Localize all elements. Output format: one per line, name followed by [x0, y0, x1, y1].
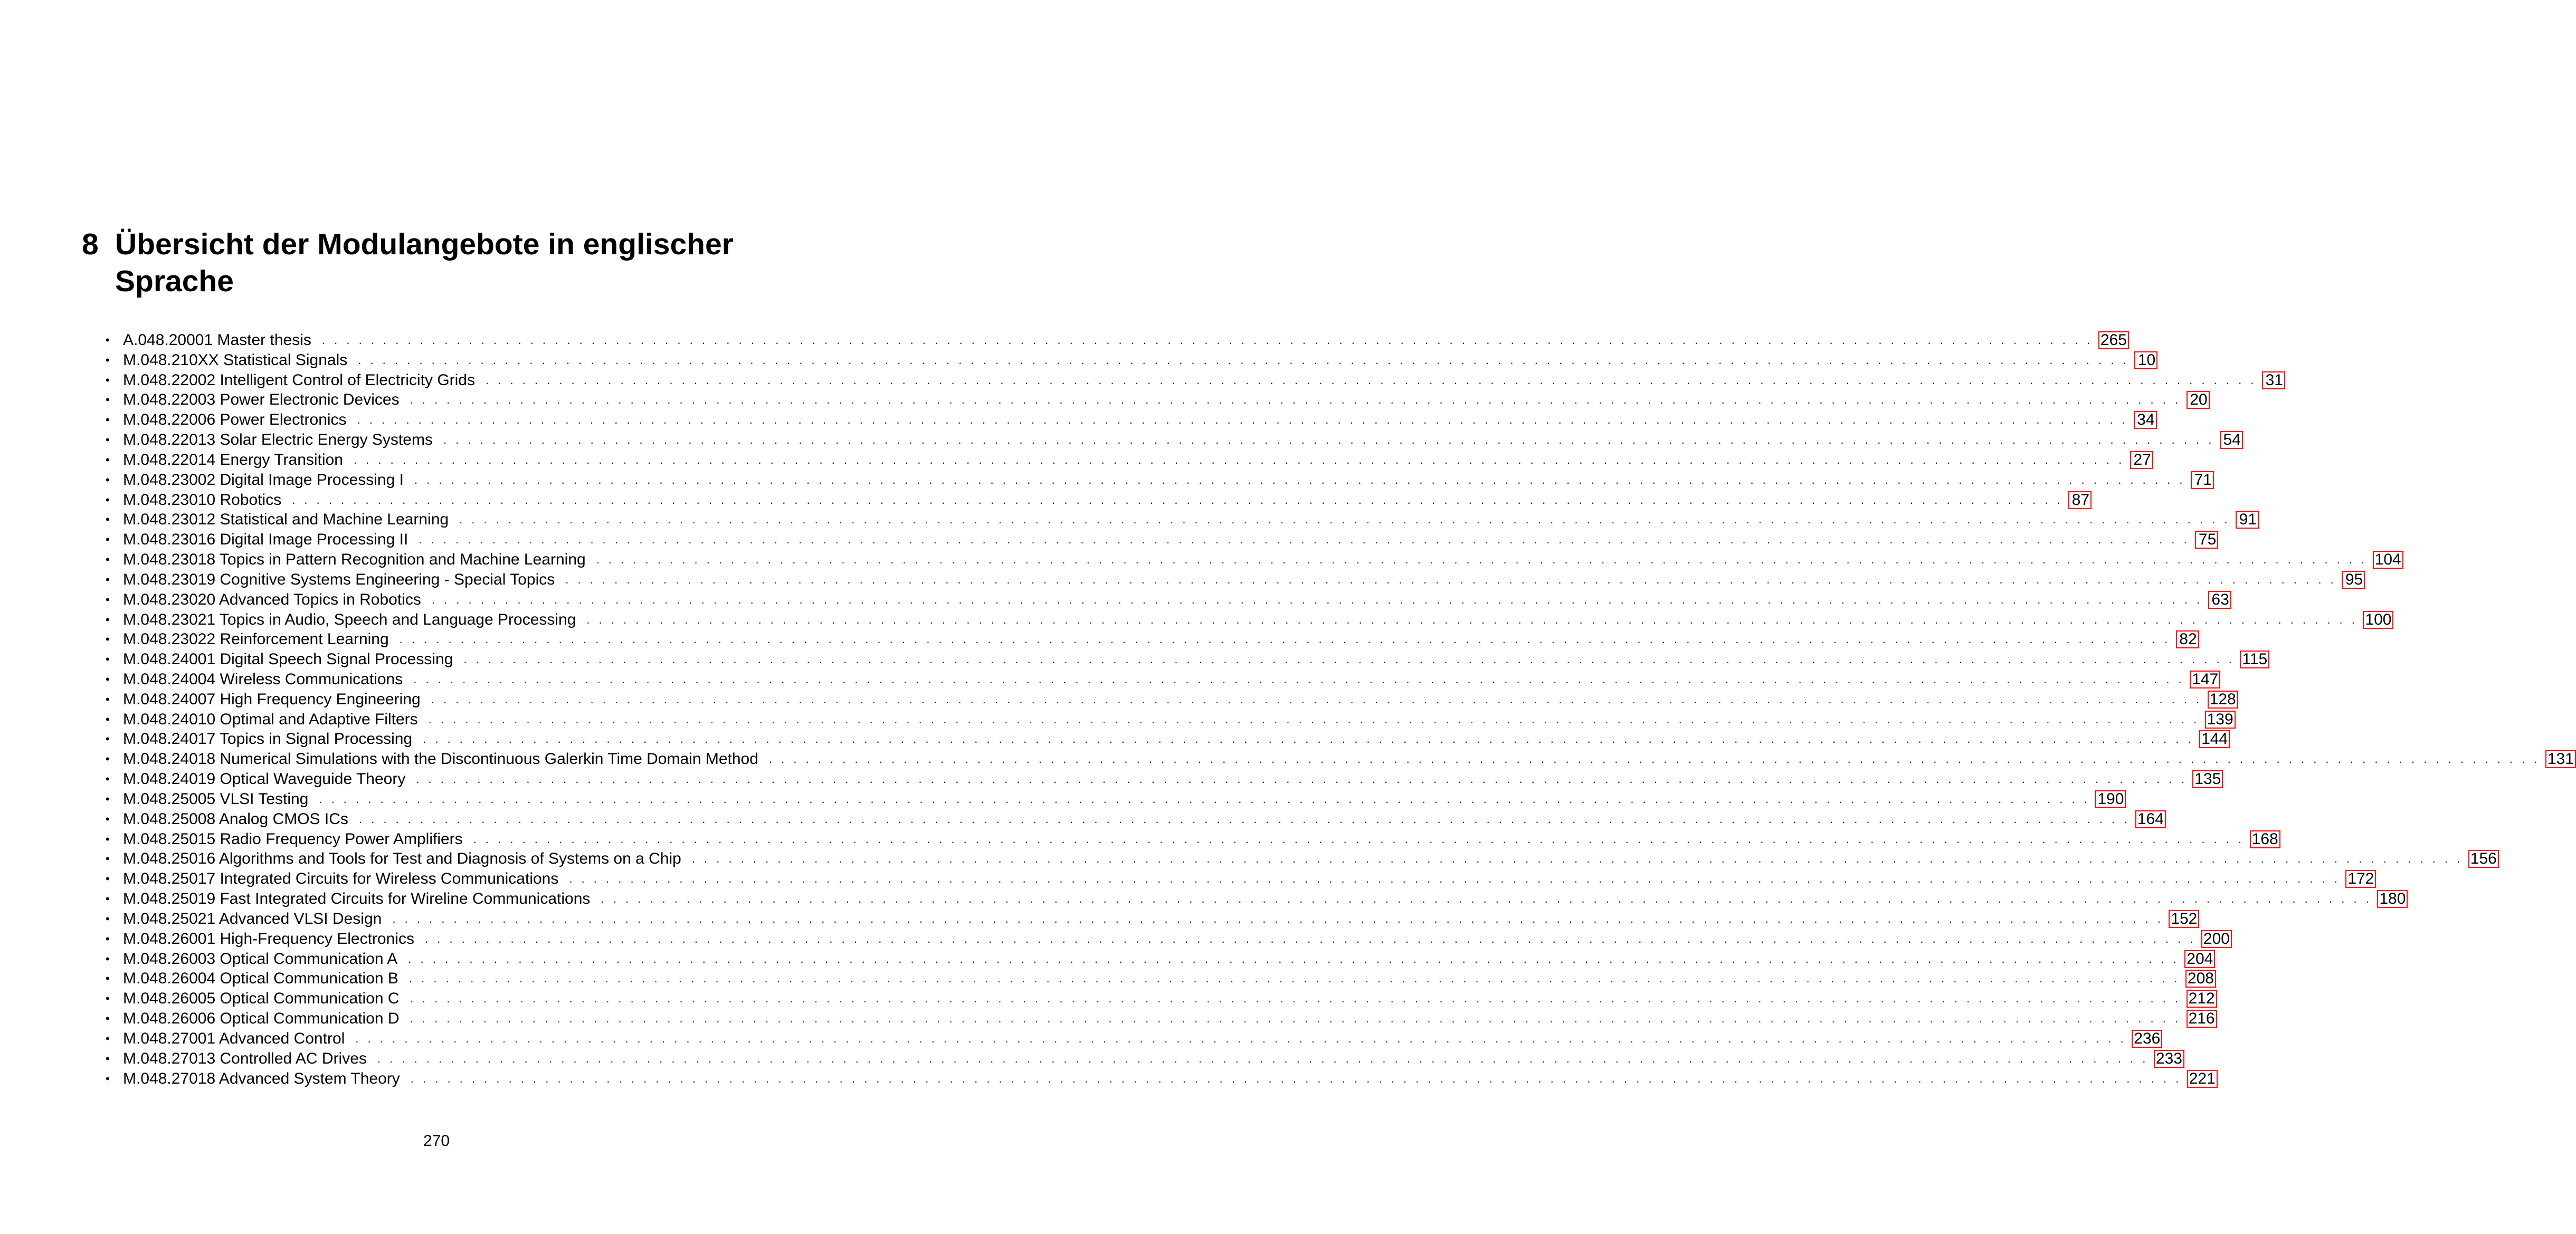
bullet-icon: • — [106, 892, 110, 906]
leader-dots: . . . . . . . . . . . . . . . . . . . . . . . . . . . . . . . . . . . . . . . . . . . . . . . . . . . . . . . . . . . . . . . . . . . . . . . . . . . . . . . . . . . . . . . . . . . . . . . . . . . . . . . . . . . . . . . . . . . . . . . . . . . . . . . . . . . . . . . . . . . . . . . . . — [601, 892, 2372, 906]
module-label: M.048.27001 Advanced Control — [123, 1029, 345, 1047]
list-item — [106, 909, 2198, 929]
page-link[interactable]: 221 — [2187, 1070, 2218, 1088]
module-label: M.048.22002 Intelligent Control of Electricity Grids — [123, 371, 475, 389]
leader-dots: . . . . . . . . . . . . . . . . . . . . . . . . . . . . . . . . . . . . . . . . . . . . . . . . . . . . . . . . . . . . . . . . . . . . . . . . . . . . . . . . . . . . . . . . . . . . . . . . . . . . . . . . . . . . . . . . . . . . . . . . . . . . . . . . . . . . . . . . . . . . . . . . . — [355, 1031, 2127, 1045]
bullet-icon: • — [106, 712, 110, 726]
module-label: M.048.23012 Statistical and Machine Learning — [123, 511, 449, 529]
module-label: M.048.24017 Topics in Signal Processing — [123, 730, 413, 748]
module-label: M.048.26005 Optical Communication C — [123, 990, 400, 1008]
module-label: M.048.24001 Digital Speech Signal Processing — [123, 651, 453, 668]
page-link[interactable]: 131 — [2545, 750, 2576, 768]
leader-dots: . . . . . . . . . . . . . . . . . . . . . . . . . . . . . . . . . . . . . . . . . . . . . . . . . . . . . . . . . . . . . . . . . . . . . . . . . . . . . . . . . . . . . . . . . . . . . . . . . . . . . . . . . . . . . . . . . . . . . . . . . . . . . . . . . . . . . . . . . . . . . . . . . — [410, 1012, 2181, 1026]
bullet-icon: • — [106, 553, 110, 567]
list-item — [106, 929, 2230, 949]
list-item — [106, 629, 2197, 649]
page-link[interactable]: 265 — [2098, 331, 2129, 349]
module-label: M.048.25016 Algorithms and Tools for Test and Diagnosis of Systems on a Chip — [123, 850, 681, 868]
leader-dots: . . . . . . . . . . . . . . . . . . . . . . . . . . . . . . . . . . . . . . . . . . . . . . . . . . . . . . . . . . . . . . . . . . . . . . . . . . . . . . . . . . . . . . . . . . . . . . . . . . . . . . . . . . . . . . . . . . . . . . . . . . . . . . . . . . . . . . . . . . . . . . . . . — [431, 592, 2203, 606]
leader-dots: . . . . . . . . . . . . . . . . . . . . . . . . . . . . . . . . . . . . . . . . . . . . . . . . . . . . . . . . . . . . . . . . . . . . . . . . . . . . . . . . . . . . . . . . . . . . . . . . . . . . . . . . . . . . . . . . . . . . . . . . . . . . . . . . . . . . . . . . . . . . . . . . . — [410, 992, 2181, 1006]
leader-dots: . . . . . . . . . . . . . . . . . . . . . . . . . . . . . . . . . . . . . . . . . . . . . . . . . . . . . . . . . . . . . . . . . . . . . . . . . . . . . . . . . . . . . . . . . . . . . . . . . . . . . . . . . . . . . . . . . . . . . . . . . . . . . . . . . . . . . . . . . . . . . . . . . — [377, 1051, 2149, 1065]
page-link[interactable]: 152 — [2169, 910, 2199, 928]
list-item — [106, 869, 2374, 889]
bullet-icon: • — [106, 1051, 110, 1065]
list-item — [106, 370, 2283, 390]
bullet-icon: • — [106, 1072, 110, 1085]
list-item — [106, 749, 2574, 769]
bullet-icon: • — [106, 1031, 110, 1045]
bullet-icon: • — [106, 832, 110, 846]
page-link[interactable]: 31 — [2262, 371, 2285, 389]
bullet-icon: • — [106, 613, 110, 626]
page-link[interactable]: 104 — [2373, 551, 2403, 569]
bullet-icon: • — [106, 353, 110, 367]
list-item — [106, 530, 2217, 550]
leader-dots: . . . . . . . . . . . . . . . . . . . . . . . . . . . . . . . . . . . . . . . . . . . . . . . . . . . . . . . . . . . . . . . . . . . . . . . . . . . . . . . . . . . . . . . . . . . . . . . . . . . . . . . . . . . . . . . . . . . . . . . . . . . . . . . . . . . . . . . . . . . . . . . . . — [424, 932, 2196, 945]
leader-dots: . . . . . . . . . . . . . . . . . . . . . . . . . . . . . . . . . . . . . . . . . . . . . . . . . . . . . . . . . . . . . . . . . . . . . . . . . . . . . . . . . . . . . . . . . . . . . . . . . . . . . . . . . . . . . . . . . . . . . . . . . . . . . . . . . . . . . . . . . . . . . . . . . — [413, 672, 2185, 686]
page-link[interactable]: 216 — [2187, 1010, 2217, 1028]
bullet-icon: • — [106, 493, 110, 506]
list-item — [106, 949, 2213, 969]
list-item — [106, 1049, 2182, 1069]
module-list — [106, 330, 2574, 1088]
list-item — [106, 1069, 2216, 1089]
module-label: M.048.23016 Digital Image Processing II — [123, 531, 408, 549]
leader-dots: . . . . . . . . . . . . . . . . . . . . . . . . . . . . . . . . . . . . . . . . . . . . . . . . . . . . . . . . . . . . . . . . . . . . . . . . . . . . . . . . . . . . . . . . . . . . . . . . . . . . . . . . . . . . . . . . . . . . . . . . . . . . . . . . . . . . . . . . . . . . . . . . . — [419, 533, 2190, 547]
module-label: M.048.24007 High Frequency Engineering — [123, 690, 421, 708]
leader-dots: . . . . . . . . . . . . . . . . . . . . . . . . . . . . . . . . . . . . . . . . . . . . . . . . . . . . . . . . . . . . . . . . . . . . . . . . . . . . . . . . . . . . . . . . . . . . . . . . . . . . . . . . . . . . . . . . . . . . . . . . . . . . . . . . . . . . . . . . . . . . . . . . . — [423, 732, 2194, 746]
list-item — [106, 769, 2221, 789]
page-link[interactable]: 63 — [2208, 591, 2231, 609]
page-link[interactable]: 164 — [2135, 810, 2166, 828]
leader-dots: . . . . . . . . . . . . . . . . . . . . . . . . . . . . . . . . . . . . . . . . . . . . . . . . . . . . . . . . . . . . . . . . . . . . . . . . . . . . . . . . . . . . . . . . . . . . . . . . . . . . . . . . . . . . . . . . . . . . . . . . . . . . . . . . . . . . . . . . . . . . . . . . . — [443, 433, 2214, 447]
module-label: M.048.25021 Advanced VLSI Design — [123, 910, 382, 927]
page-link[interactable]: 100 — [2363, 611, 2393, 629]
list-item — [106, 989, 2215, 1009]
list-item — [106, 710, 2233, 730]
leader-dots: . . . . . . . . . . . . . . . . . . . . . . . . . . . . . . . . . . . . . . . . . . . . . . . . . . . . . . . . . . . . . . . . . . . . . . . . . . . . . . . . . . . . . . . . . . . . . . . . . . . . . . . . . . . . . . . . . . . . . . . . . . . . . . . . . . . . . . . . . . . . . . . . . — [392, 912, 2164, 925]
leader-dots: . . . . . . . . . . . . . . . . . . . . . . . . . . . . . . . . . . . . . . . . . . . . . . . . . . . . . . . . . . . . . . . . . . . . . . . . . . . . . . . . . . . . . . . . . . . . . . . . . . . . . . . . . . . . . . . . . . . . . . . . . . . . . . . . . . . . . . . . . . . . . . . . . — [459, 513, 2231, 527]
list-item — [106, 430, 2241, 450]
module-label: M.048.22013 Solar Electric Energy Systems — [123, 431, 433, 449]
list-item — [106, 470, 2212, 490]
list-item — [106, 649, 2268, 669]
page-link[interactable]: 212 — [2187, 990, 2217, 1008]
bullet-icon: • — [106, 433, 110, 447]
bullet-icon: • — [106, 852, 110, 866]
bullet-icon: • — [106, 772, 110, 786]
page-link[interactable]: 95 — [2342, 571, 2365, 589]
list-item — [106, 590, 2229, 610]
chapter-number: 8 — [82, 227, 99, 261]
bullet-icon: • — [106, 952, 110, 965]
list-item — [106, 1009, 2215, 1029]
page-link[interactable]: 139 — [2205, 711, 2236, 729]
module-label: M.048.26001 High-Frequency Electronics — [123, 930, 414, 948]
bullet-icon: • — [106, 413, 110, 427]
chapter-heading — [82, 226, 821, 300]
module-label: M.048.22006 Power Electronics — [123, 411, 347, 429]
module-label: M.048.210XX Statistical Signals — [123, 351, 348, 369]
leader-dots: . . . . . . . . . . . . . . . . . . . . . . . . . . . . . . . . . . . . . . . . . . . . . . . . . . . . . . . . . . . . . . . . . . . . . . . . . . . . . . . . . . . . . . . . . . . . . . . . . . . . . . . . . . . . . . . . . . . . . . . . . . . . . . . . . . . . . . . . . . . . . . . . . — [357, 413, 2128, 427]
bullet-icon: • — [106, 592, 110, 606]
page-link[interactable]: 82 — [2176, 630, 2199, 648]
leader-dots: . . . . . . . . . . . . . . . . . . . . . . . . . . . . . . . . . . . . . . . . . . . . . . . . . . . . . . . . . . . . . . . . . . . . . . . . . . . . . . . . . . . . . . . . . . . . . . . . . . . . . . . . . . . . . . . . . . . . . . . . . . . . . . . . . . . . . . . . . . . . . . . . . — [408, 972, 2180, 986]
leader-dots: . . . . . . . . . . . . . . . . . . . . . . . . . . . . . . . . . . . . . . . . . . . . . . . . . . . . . . . . . . . . . . . . . . . . . . . . . . . . . . . . . . . . . . . . . . . . . . . . . . . . . . . . . . . . . . . . . . . . . . . . . . . . . . . . . . . . . . . . . . . . . . . . . — [596, 553, 2368, 567]
leader-dots: . . . . . . . . . . . . . . . . . . . . . . . . . . . . . . . . . . . . . . . . . . . . . . . . . . . . . . . . . . . . . . . . . . . . . . . . . . . . . . . . . . . . . . . . . . . . . . . . . . . . . . . . . . . . . . . . . . . . . . . . . . . . . . . . . . . . . . . . . . . . . . . . . — [358, 353, 2130, 367]
module-label: A.048.20001 Master thesis — [123, 331, 311, 349]
module-label: M.048.24019 Optical Waveguide Theory — [123, 770, 406, 788]
module-label: M.048.26004 Optical Communication B — [123, 970, 398, 988]
module-label: M.048.26006 Optical Communication D — [123, 1010, 400, 1028]
page-link[interactable]: 115 — [2240, 651, 2269, 668]
leader-dots: . . . . . . . . . . . . . . . . . . . . . . . . . . . . . . . . . . . . . . . . . . . . . . . . . . . . . . . . . . . . . . . . . . . . . . . . . . . . . . . . . . . . . . . . . . . . . . . . . . . . . . . . . . . . . . . . . . . . . . . . . . . . . . . . . . . . . . . . . . . . . . . . . — [353, 453, 2125, 466]
module-label: M.048.24018 Numerical Simulations with the Discontinuous Galerkin Time Domain Method — [123, 750, 758, 768]
bullet-icon: • — [106, 393, 110, 407]
module-label: M.048.25019 Fast Integrated Circuits for Wireline Communications — [123, 890, 591, 908]
page-link[interactable]: 20 — [2187, 391, 2210, 409]
list-item — [106, 570, 2363, 590]
module-label: M.048.25015 Radio Frequency Power Amplifiers — [123, 830, 463, 848]
list-item — [106, 550, 2401, 570]
leader-dots: . . . . . . . . . . . . . . . . . . . . . . . . . . . . . . . . . . . . . . . . . . . . . . . . . . . . . . . . . . . . . . . . . . . . . . . . . . . . . . . . . . . . . . . . . . . . . . . . . . . . . . . . . . . . . . . . . . . . . . . . . . . . . . . . . . . . . . . . . . . . . . . . . — [414, 473, 2185, 486]
module-label: M.048.24004 Wireless Communications — [123, 670, 403, 688]
bullet-icon: • — [106, 373, 110, 387]
module-label: M.048.25008 Analog CMOS ICs — [123, 810, 348, 828]
module-label: M.048.26003 Optical Communication A — [123, 950, 398, 968]
page-link[interactable]: 156 — [2468, 850, 2499, 868]
page-link[interactable]: 27 — [2130, 451, 2153, 469]
module-label: M.048.27013 Controlled AC Drives — [123, 1049, 367, 1067]
list-item — [106, 350, 2156, 370]
page-link[interactable]: 208 — [2185, 970, 2216, 988]
bullet-icon: • — [106, 572, 110, 586]
page-link[interactable]: 144 — [2199, 730, 2230, 748]
page-link[interactable]: 204 — [2184, 950, 2215, 968]
leader-dots: . . . . . . . . . . . . . . . . . . . . . . . . . . . . . . . . . . . . . . . . . . . . . . . . . . . . . . . . . . . . . . . . . . . . . . . . . . . . . . . . . . . . . . . . . . . . . . . . . . . . . . . . . . . . . . . . . . . . . . . . . . . . . . . . . . . . . . . . . . . . . . . . . — [416, 772, 2188, 786]
page-link[interactable]: 87 — [2068, 491, 2092, 509]
leader-dots: . . . . . . . . . . . . . . . . . . . . . . . . . . . . . . . . . . . . . . . . . . . . . . . . . . . . . . . . . . . . . . . . . . . . . . . . . . . . . . . . . . . . . . . . . . . . . . . . . . . . . . . . . . . . . . . . . . . . . . . . . . . . . . . . . . . . . . . . . . . . . . . . . — [410, 393, 2181, 407]
bullet-icon: • — [106, 453, 110, 466]
list-item — [106, 450, 2151, 470]
list-item — [106, 809, 2164, 829]
bullet-icon: • — [106, 752, 110, 766]
leader-dots: . . . . . . . . . . . . . . . . . . . . . . . . . . . . . . . . . . . . . . . . . . . . . . . . . . . . . . . . . . . . . . . . . . . . . . . . . . . . . . . . . . . . . . . . . . . . . . . . . . . . . . . . . . . . . . . . . . . . . . . . . . . . . . . . . . . . . . . . . . . . . . . . . — [691, 852, 2463, 866]
leader-dots: . . . . . . . . . . . . . . . . . . . . . . . . . . . . . . . . . . . . . . . . . . . . . . . . . . . . . . . . . . . . . . . . . . . . . . . . . . . . . . . . . . . . . . . . . . . . . . . . . . . . . . . . . . . . . . . . . . . . . . . . . . . . . . . . . . . . . . . . . . . . . . . . . — [292, 493, 2064, 506]
page-link[interactable]: 128 — [2208, 691, 2238, 709]
page-link[interactable]: 180 — [2377, 890, 2408, 908]
list-item — [106, 789, 2124, 809]
page-link[interactable]: 190 — [2095, 790, 2126, 808]
list-item — [106, 849, 2497, 869]
leader-dots: . . . . . . . . . . . . . . . . . . . . . . . . . . . . . . . . . . . . . . . . . . . . . . . . . . . . . . . . . . . . . . . . . . . . . . . . . . . . . . . . . . . . . . . . . . . . . . . . . . . . . . . . . . . . . . . . . . . . . . . . . . . . . . . . . . . . . . . . . . . . . . . . . — [319, 792, 2090, 806]
list-item — [106, 390, 2208, 410]
bullet-icon: • — [106, 653, 110, 666]
list-item — [106, 730, 2228, 750]
list-item — [106, 410, 2155, 430]
list-item — [106, 690, 2236, 710]
page-link[interactable]: 135 — [2192, 770, 2223, 788]
page-link[interactable]: 172 — [2345, 870, 2376, 888]
list-item — [106, 669, 2219, 690]
module-label: M.048.27018 Advanced System Theory — [123, 1069, 400, 1087]
leader-dots: . . . . . . . . . . . . . . . . . . . . . . . . . . . . . . . . . . . . . . . . . . . . . . . . . . . . . . . . . . . . . . . . . . . . . . . . . . . . . . . . . . . . . . . . . . . . . . . . . . . . . . . . . . . . . . . . . . . . . . . . . . . . . . . . . . . . . . . . . . . . . . . . . — [473, 832, 2245, 846]
page-link[interactable]: 168 — [2250, 830, 2280, 848]
leader-dots: . . . . . . . . . . . . . . . . . . . . . . . . . . . . . . . . . . . . . . . . . . . . . . . . . . . . . . . . . . . . . . . . . . . . . . . . . . . . . . . . . . . . . . . . . . . . . . . . . . . . . . . . . . . . . . . . . . . . . . . . . . . . . . . . . . . . . . . . . . . . . . . . . — [358, 812, 2130, 826]
module-label: M.048.22014 Energy Transition — [123, 451, 343, 468]
bullet-icon: • — [106, 972, 110, 986]
module-label: M.048.25005 VLSI Testing — [123, 790, 309, 808]
bullet-icon: • — [106, 732, 110, 746]
leader-dots: . . . . . . . . . . . . . . . . . . . . . . . . . . . . . . . . . . . . . . . . . . . . . . . . . . . . . . . . . . . . . . . . . . . . . . . . . . . . . . . . . . . . . . . . . . . . . . . . . . . . . . . . . . . . . . . . . . . . . . . . . . . . . . . . . . . . . . . . . . . . . . . . . — [768, 752, 2540, 766]
page-link[interactable]: 34 — [2134, 411, 2157, 429]
module-label: M.048.25017 Integrated Circuits for Wireless Communications — [123, 870, 559, 888]
module-label: M.048.23002 Digital Image Processing I — [123, 471, 404, 489]
leader-dots: . . . . . . . . . . . . . . . . . . . . . . . . . . . . . . . . . . . . . . . . . . . . . . . . . . . . . . . . . . . . . . . . . . . . . . . . . . . . . . . . . . . . . . . . . . . . . . . . . . . . . . . . . . . . . . . . . . . . . . . . . . . . . . . . . . . . . . . . . . . . . . . . . — [463, 653, 2235, 666]
list-item — [106, 889, 2406, 909]
bullet-icon: • — [106, 912, 110, 925]
list-item — [106, 490, 2090, 510]
leader-dots: . . . . . . . . . . . . . . . . . . . . . . . . . . . . . . . . . . . . . . . . . . . . . . . . . . . . . . . . . . . . . . . . . . . . . . . . . . . . . . . . . . . . . . . . . . . . . . . . . . . . . . . . . . . . . . . . . . . . . . . . . . . . . . . . . . . . . . . . . . . . . . . . . — [431, 692, 2202, 706]
page-link[interactable]: 10 — [2134, 351, 2157, 369]
module-label: M.048.22003 Power Electronic Devices — [123, 391, 400, 409]
page-link[interactable]: 233 — [2154, 1050, 2184, 1068]
module-label: M.048.23018 Topics in Pattern Recognition and Machine Learning — [123, 551, 586, 569]
bullet-icon: • — [106, 533, 110, 547]
chapter-title: Übersicht der Modulangebote in englischer Sprache — [115, 227, 734, 298]
leader-dots: . . . . . . . . . . . . . . . . . . . . . . . . . . . . . . . . . . . . . . . . . . . . . . . . . . . . . . . . . . . . . . . . . . . . . . . . . . . . . . . . . . . . . . . . . . . . . . . . . . . . . . . . . . . . . . . . . . . . . . . . . . . . . . . . . . . . . . . . . . . . . . . . . — [565, 572, 2337, 586]
bullet-icon: • — [106, 872, 110, 886]
list-item — [106, 969, 2214, 989]
page-link[interactable]: 91 — [2236, 511, 2259, 529]
leader-dots: . . . . . . . . . . . . . . . . . . . . . . . . . . . . . . . . . . . . . . . . . . . . . . . . . . . . . . . . . . . . . . . . . . . . . . . . . . . . . . . . . . . . . . . . . . . . . . . . . . . . . . . . . . . . . . . . . . . . . . . . . . . . . . . . . . . . . . . . . . . . . . . . . — [569, 872, 2341, 886]
leader-dots: . . . . . . . . . . . . . . . . . . . . . . . . . . . . . . . . . . . . . . . . . . . . . . . . . . . . . . . . . . . . . . . . . . . . . . . . . . . . . . . . . . . . . . . . . . . . . . . . . . . . . . . . . . . . . . . . . . . . . . . . . . . . . . . . . . . . . . . . . . . . . . . . . — [428, 712, 2200, 726]
bullet-icon: • — [106, 672, 110, 686]
page-link[interactable]: 71 — [2191, 471, 2214, 489]
page-number: 270 — [423, 1132, 450, 1150]
leader-dots: . . . . . . . . . . . . . . . . . . . . . . . . . . . . . . . . . . . . . . . . . . . . . . . . . . . . . . . . . . . . . . . . . . . . . . . . . . . . . . . . . . . . . . . . . . . . . . . . . . . . . . . . . . . . . . . . . . . . . . . . . . . . . . . . . . . . . . . . . . . . . . . . . — [408, 952, 2180, 965]
module-label: M.048.23010 Robotics — [123, 491, 282, 509]
bullet-icon: • — [106, 692, 110, 706]
list-item — [106, 1029, 2161, 1049]
module-label: M.048.23019 Cognitive Systems Engineering - Special Topics — [123, 570, 555, 588]
list-item — [106, 829, 2278, 849]
module-label: M.048.23021 Topics in Audio, Speech and Language Processing — [123, 610, 576, 628]
module-label: M.048.23020 Advanced Topics in Robotics — [123, 590, 421, 608]
list-item — [106, 510, 2257, 530]
bullet-icon: • — [106, 792, 110, 806]
leader-dots: . . . . . . . . . . . . . . . . . . . . . . . . . . . . . . . . . . . . . . . . . . . . . . . . . . . . . . . . . . . . . . . . . . . . . . . . . . . . . . . . . . . . . . . . . . . . . . . . . . . . . . . . . . . . . . . . . . . . . . . . . . . . . . . . . . . . . . . . . . . . . . . . . — [486, 373, 2257, 387]
bullet-icon: • — [106, 932, 110, 945]
page-link[interactable]: 200 — [2201, 930, 2232, 948]
leader-dots: . . . . . . . . . . . . . . . . . . . . . . . . . . . . . . . . . . . . . . . . . . . . . . . . . . . . . . . . . . . . . . . . . . . . . . . . . . . . . . . . . . . . . . . . . . . . . . . . . . . . . . . . . . . . . . . . . . . . . . . . . . . . . . . . . . . . . . . . . . . . . . . . . — [399, 633, 2171, 646]
bullet-icon: • — [106, 473, 110, 486]
page-link[interactable]: 236 — [2132, 1030, 2162, 1048]
bullet-icon: • — [106, 333, 110, 347]
bullet-icon: • — [106, 1012, 110, 1026]
bullet-icon: • — [106, 812, 110, 826]
module-label: M.048.23022 Reinforcement Learning — [123, 630, 389, 648]
module-label: M.048.24010 Optimal and Adaptive Filters — [123, 710, 418, 728]
list-item — [106, 610, 2392, 630]
leader-dots: . . . . . . . . . . . . . . . . . . . . . . . . . . . . . . . . . . . . . . . . . . . . . . . . . . . . . . . . . . . . . . . . . . . . . . . . . . . . . . . . . . . . . . . . . . . . . . . . . . . . . . . . . . . . . . . . . . . . . . . . . . . . . . . . . . . . . . . . . . . . . . . . . — [321, 333, 2093, 347]
bullet-icon: • — [106, 633, 110, 646]
page-link[interactable]: 147 — [2190, 671, 2220, 688]
bullet-icon: • — [106, 992, 110, 1006]
leader-dots: . . . . . . . . . . . . . . . . . . . . . . . . . . . . . . . . . . . . . . . . . . . . . . . . . . . . . . . . . . . . . . . . . . . . . . . . . . . . . . . . . . . . . . . . . . . . . . . . . . . . . . . . . . . . . . . . . . . . . . . . . . . . . . . . . . . . . . . . . . . . . . . . . — [410, 1072, 2182, 1085]
leader-dots: . . . . . . . . . . . . . . . . . . . . . . . . . . . . . . . . . . . . . . . . . . . . . . . . . . . . . . . . . . . . . . . . . . . . . . . . . . . . . . . . . . . . . . . . . . . . . . . . . . . . . . . . . . . . . . . . . . . . . . . . . . . . . . . . . . . . . . . . . . . . . . . . . — [586, 613, 2358, 626]
page-link[interactable]: 54 — [2220, 431, 2243, 449]
page-link[interactable]: 75 — [2195, 531, 2218, 549]
list-item — [106, 330, 2127, 350]
bullet-icon: • — [106, 513, 110, 527]
